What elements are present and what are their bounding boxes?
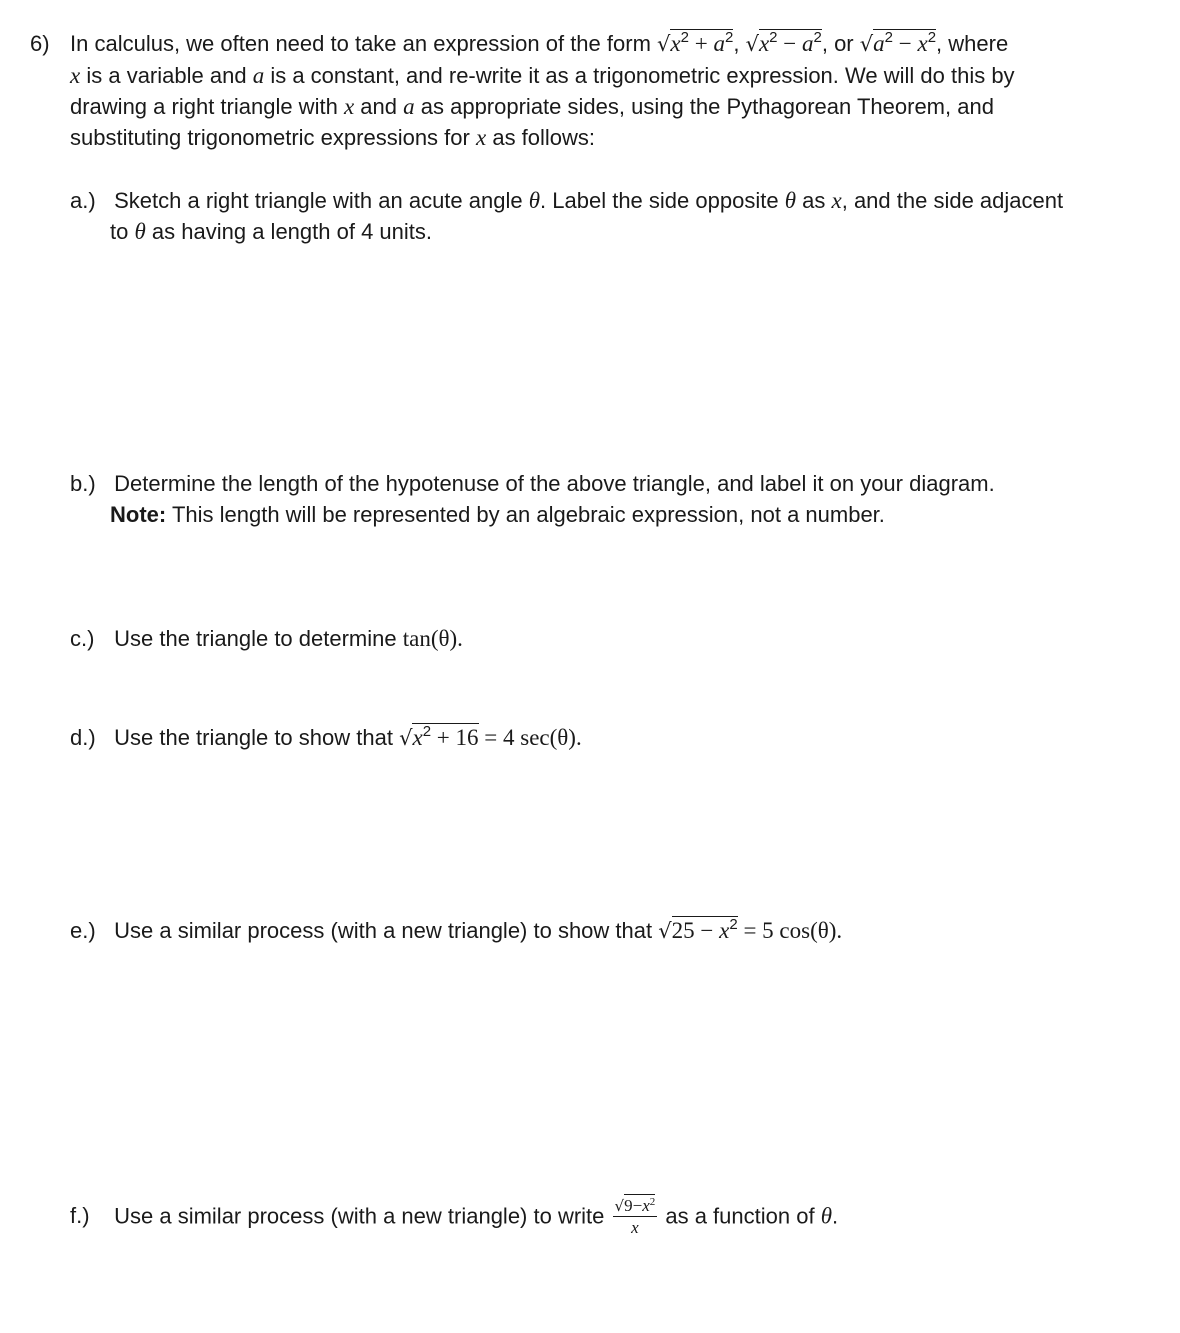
part-d: d.) Use the triangle to show that $√x^2 + 16 = 4$ sec(θ). — [70, 722, 1150, 754]
sqrt-25-minus-x2: $√25 - x^2$ — [658, 916, 738, 943]
problem-intro — [70, 28, 1155, 153]
part-c-label: c.) — [70, 626, 95, 651]
intro-line-3: drawing a right triangle with x and a as appropriate sides, using the Pythagorean Theorem, and — [70, 94, 994, 119]
part-e-label: e.) — [70, 918, 96, 943]
intro-line-4: substituting trigonometric expressions for x as follows: — [70, 125, 596, 150]
fraction-sqrt9-minus-x2-over-x: $\frac{√9-x^2}{x}$ — [614, 1196, 656, 1237]
part-f: f.) Use a similar process (with a new triangle) to write $\frac{√9-x^2}{x}$ as a function of θ. — [70, 1196, 839, 1237]
sqrt-x2-plus-16: $√x^2 + 16$ — [399, 723, 479, 750]
problem-6 — [30, 28, 1155, 153]
tan-theta: tan(θ). — [402, 626, 463, 651]
problem-number: 6) — [30, 31, 50, 56]
part-a-label: a.) — [70, 188, 96, 213]
sqrt-a2-minus-x2: $√a^2 - x^2$ — [859, 29, 937, 56]
part-b-label: b.) — [70, 471, 96, 496]
part-d-label: d.) — [70, 725, 96, 750]
sqrt-x2-minus-a2: $√x^2 - a^2$ — [745, 29, 822, 56]
part-b: b.) Determine the length of the hypotenuse of the above triangle, and label it on your diagram. Note: This length will be represented by an algebraic expression, not a number. — [70, 468, 1150, 530]
sqrt-x2-plus-a2: $√x^2 + a^2$ — [657, 29, 734, 56]
intro-line-1: In calculus, we often need to take an expression of the form $√x^2 + a^2$, $√x^2 - a^2$, or $√a^2 - x^2$, where — [70, 29, 1009, 56]
part-e: e.) Use a similar process (with a new triangle) to show that $√25 - x^2 = 5$ cos(θ). — [70, 915, 1150, 947]
part-c: c.) Use the triangle to determine tan(θ). — [70, 623, 1150, 654]
part-a: a.) Sketch a right triangle with an acute angle θ. Label the side opposite θ as x, and the side adjacent to θ as having a length of 4 units. — [70, 185, 1150, 247]
note-label: Note: — [110, 502, 167, 527]
part-f-label: f.) — [70, 1203, 90, 1229]
intro-line-2: x is a variable and a is a constant, and re-write it as a trigonometric expression. We will do this by — [70, 63, 1015, 88]
